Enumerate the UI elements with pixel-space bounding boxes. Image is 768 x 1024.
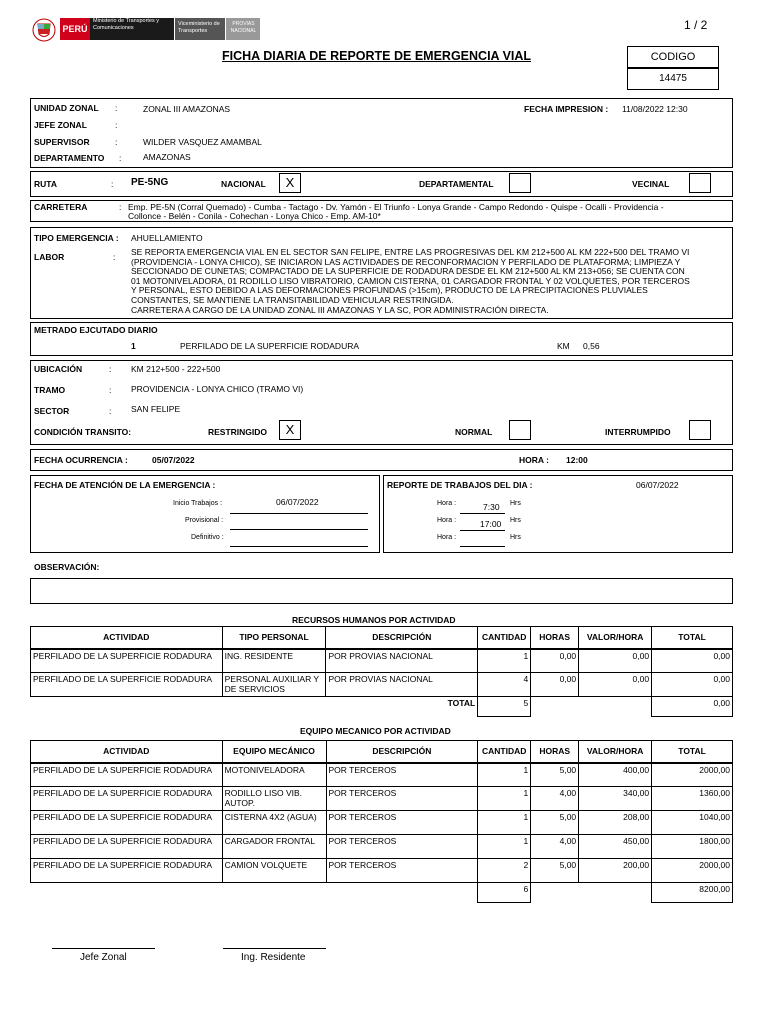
hora-label: HORA :	[519, 455, 549, 465]
tramo-label: TRAMO	[34, 385, 66, 395]
colon: :	[111, 179, 114, 189]
definitivo-label: Definitivo :	[191, 534, 224, 541]
cell: PERFILADO DE LA SUPERFICIE RODADURA	[31, 763, 223, 787]
col-horas: HORAS	[531, 741, 579, 763]
table-row	[31, 811, 733, 835]
col-actividad: ACTIVIDAD	[31, 741, 223, 763]
cell: PERFILADO DE LA SUPERFICIE RODADURA	[31, 649, 223, 673]
equipo-title: EQUIPO MECANICO POR ACTIVIDAD	[300, 726, 451, 736]
cell: 1	[478, 763, 531, 787]
logo-country: PERÚ	[60, 18, 90, 40]
cell: 0,00	[579, 673, 652, 697]
logo-vice: Viceministerio de Transportes	[175, 18, 225, 40]
fecha-ocurrencia-label: FECHA OCURRENCIA :	[34, 455, 128, 465]
col-cantidad: CANTIDAD	[478, 741, 531, 763]
cell: CARGADOR FRONTAL	[222, 835, 326, 859]
cell: 0,00	[531, 673, 579, 697]
cell: PERFILADO DE LA SUPERFICIE RODADURA	[31, 673, 223, 697]
equipo-table	[30, 740, 733, 903]
cell: ING. RESIDENTE	[222, 649, 326, 673]
unidad-zonal-label: UNIDAD ZONAL	[34, 103, 99, 113]
col-valor-hora: VALOR/HORA	[579, 741, 652, 763]
departamento-label: DEPARTAMENTO	[34, 153, 105, 163]
codigo-value: 14475	[627, 68, 719, 90]
fecha-ocurrencia-value: 05/07/2022	[152, 455, 195, 465]
cell: 1800,00	[652, 835, 733, 859]
cell: 1	[478, 811, 531, 835]
cell: 2	[478, 859, 531, 883]
cell: PERFILADO DE LA SUPERFICIE RODADURA	[31, 859, 223, 883]
empty-cell	[531, 883, 652, 903]
total-qty: 6	[478, 883, 531, 903]
table-header-row	[31, 627, 733, 649]
tramo-value: PROVIDENCIA - LONYA CHICO (TRAMO VI)	[131, 384, 304, 394]
col-cantidad: CANTIDAD	[478, 627, 531, 649]
fecha-impresion-value: 11/08/2022 12:30	[622, 104, 688, 114]
jefe-zonal-label: JEFE ZONAL	[34, 120, 87, 130]
hora-label: Hora :	[437, 500, 457, 507]
metrado-desc: PERFILADO DE LA SUPERFICIE RODADURA	[180, 341, 360, 351]
total-label: TOTAL	[447, 698, 476, 708]
cell: CAMION VOLQUETE	[222, 859, 326, 883]
carretera-line-1: Emp. PE-5N (Corral Quemado) - Cumba - Tactago - Dv. Yamón - El Triunfo - Lonya Grande - Campo Redondo - Quispe - Ocalli - Providencia -	[128, 202, 664, 212]
inicio-value: 06/07/2022	[276, 497, 319, 507]
metrado-unit: KM	[557, 341, 570, 351]
labor-line: SE REPORTA EMERGENCIA VIAL EN EL SECTOR SAN FELIPE, ENTRE LAS PROGRESIVAS DEL KM 212+500 AL KM 222+500 DEL TRAMO VI	[131, 247, 690, 257]
cell: 450,00	[579, 835, 652, 859]
cell: PERSONAL AUXILIAR Y DE SERVICIOS	[222, 673, 326, 697]
col-actividad: ACTIVIDAD	[31, 627, 223, 649]
hora-label: Hora :	[437, 517, 457, 524]
condicion-label: CONDICIÓN TRANSITO:	[34, 427, 132, 437]
metrado-item: 1	[131, 341, 136, 351]
metrado-label: METRADO EJCUTADO DIARIO	[34, 325, 158, 335]
normal-label: NORMAL	[455, 427, 493, 437]
table-row	[31, 763, 733, 787]
departamental-checkbox[interactable]	[509, 173, 531, 193]
col-descripcion: DESCRIPCIÓN	[326, 627, 478, 649]
col-horas: HORAS	[531, 627, 579, 649]
hrs-label: Hrs	[510, 517, 521, 524]
cell: POR PROVIAS NACIONAL	[326, 673, 478, 697]
reporte-label: REPORTE DE TRABAJOS DEL DIA :	[387, 480, 533, 490]
colon: :	[115, 120, 118, 130]
labor-label: LABOR	[34, 252, 65, 262]
cell: POR TERCEROS	[326, 859, 478, 883]
nacional-label: NACIONAL	[221, 179, 266, 189]
cell: PERFILADO DE LA SUPERFICIE RODADURA	[31, 787, 223, 811]
provisional-label: Provisional :	[185, 517, 224, 524]
cell: 4,00	[531, 835, 579, 859]
cell: RODILLO LISO VIB. AUTOP.	[222, 787, 326, 811]
page-title: FICHA DIARIA DE REPORTE DE EMERGENCIA VIAL	[222, 49, 532, 63]
cell: PERFILADO DE LA SUPERFICIE RODADURA	[31, 835, 223, 859]
cell: 5,00	[531, 811, 579, 835]
cell: POR PROVIAS NACIONAL	[326, 649, 478, 673]
departamento-value: AMAZONAS	[143, 152, 191, 162]
total-value: 8200,00	[652, 883, 733, 903]
normal-checkbox[interactable]	[509, 420, 531, 440]
cell: 1360,00	[652, 787, 733, 811]
cell: 5,00	[531, 859, 579, 883]
cell: CISTERNA 4X2 (AGUA)	[222, 811, 326, 835]
table-row	[31, 649, 733, 673]
sector-label: SECTOR	[34, 406, 70, 416]
col-total: TOTAL	[652, 741, 733, 763]
cell: MOTONIVELADORA	[222, 763, 326, 787]
col-descripcion: DESCRIPCIÓN	[326, 741, 478, 763]
cell: 400,00	[579, 763, 652, 787]
cell: POR TERCEROS	[326, 787, 478, 811]
unidad-zonal-value: ZONAL III AMAZONAS	[143, 104, 231, 114]
observacion-label: OBSERVACIÓN:	[34, 562, 100, 572]
colon: :	[115, 137, 118, 147]
cell: POR TERCEROS	[326, 835, 478, 859]
coat-of-arms-icon	[30, 16, 58, 42]
cell: 0,00	[652, 649, 733, 673]
labor-line: SECCIONADO DE CUNETAS; COMPACTADO DE LA SUPERFICIE DE RODADURA DESDE EL KM 212+500 AL KM 213+056; SE CUENTA CON	[131, 266, 685, 277]
ministry-logo	[30, 16, 257, 42]
cell: PERFILADO DE LA SUPERFICIE RODADURA	[31, 811, 223, 835]
labor-text	[131, 248, 731, 315]
sector-value: SAN FELIPE	[131, 404, 181, 414]
empty-cell	[531, 697, 652, 717]
table-row	[31, 787, 733, 811]
total-row	[31, 697, 733, 717]
atencion-label: FECHA DE ATENCIÓN DE LA EMERGENCIA :	[34, 480, 216, 490]
ruta-value: PE-5NG	[131, 177, 169, 188]
rrhh-table	[30, 626, 733, 717]
cell: 2000,00	[652, 763, 733, 787]
carretera-label: CARRETERA	[34, 202, 88, 212]
hora-value: 12:00	[566, 455, 588, 465]
tipo-emergencia-value: AHUELLAMIENTO	[131, 233, 203, 243]
cell: 208,00	[579, 811, 652, 835]
cell: 340,00	[579, 787, 652, 811]
table-row	[31, 835, 733, 859]
page-number: 1 / 2	[684, 18, 708, 32]
cell: 1040,00	[652, 811, 733, 835]
fecha-impresion-label: FECHA IMPRESION :	[524, 104, 609, 114]
colon: :	[113, 252, 116, 262]
metrado-qty: 0,56	[583, 341, 600, 351]
hora-1-value: 7:30	[483, 502, 500, 512]
codigo-label: CODIGO	[627, 46, 719, 68]
reporte-value: 06/07/2022	[636, 480, 679, 490]
colon: :	[115, 103, 118, 113]
firma-residente: Ing. Residente	[241, 952, 306, 963]
hrs-label: Hrs	[510, 500, 521, 507]
carretera-line-2: Collonce - Belén - Conila - Cohechan - Lonya Chico - Emp. AM-10*	[128, 211, 381, 221]
vecinal-label: VECINAL	[632, 179, 670, 189]
firma-jefe-zonal: Jefe Zonal	[80, 952, 127, 963]
total-row	[31, 883, 733, 903]
colon: :	[109, 364, 112, 374]
colon: :	[119, 202, 122, 212]
logo-ministry: Ministerio de Transportes y Comunicaciones	[93, 18, 160, 31]
labor-line: CARRETERA A CARGO DE LA UNIDAD ZONAL III AMAZONAS Y LA SC, POR ADMINISTRACIÓN DIRECTA.	[131, 304, 549, 315]
table-row	[31, 673, 733, 697]
cell: 2000,00	[652, 859, 733, 883]
hora-2-value: 17:00	[480, 519, 502, 529]
labor-line: 01 MOTONIVELADORA, 01 RODILLO LISO VIBRATORIO, CAMION CISTERNA, 01 CARGADOR FRONTAL Y 02 VOLQUETES, POR TERCEROS	[131, 275, 690, 286]
hrs-label: Hrs	[510, 534, 521, 541]
labor-line: (PROVIDENCIA - LONYA CHICO), SE INICIARON LAS ACTIVIDADES DE RECONFORMACION Y PERFILADO DE PLATAFORMA; LIMPIEZA Y	[131, 256, 681, 267]
col-equipo: EQUIPO MECÁNICO	[222, 741, 326, 763]
interrumpido-checkbox[interactable]	[689, 420, 711, 440]
cell: 200,00	[579, 859, 652, 883]
supervisor-value: WILDER VASQUEZ AMAMBAL	[143, 137, 262, 147]
col-valor-hora: VALOR/HORA	[579, 627, 652, 649]
ocurrencia-section	[30, 449, 733, 471]
logo-agency: PROVIAS NACIONAL	[226, 18, 260, 40]
restringido-checkbox[interactable]: X	[279, 420, 301, 440]
total-qty: 5	[478, 697, 531, 717]
cell: 1	[478, 787, 531, 811]
interrumpido-label: INTERRUMPIDO	[605, 427, 671, 437]
empty-cell	[31, 883, 478, 903]
ubicacion-value: KM 212+500 - 222+500	[131, 364, 221, 374]
tipo-emergencia-label: TIPO EMERGENCIA :	[34, 233, 119, 243]
col-total: TOTAL	[652, 627, 733, 649]
colon: :	[119, 153, 122, 163]
inicio-label: Inicio Trabajos :	[173, 500, 223, 507]
cell: 4	[478, 673, 531, 697]
cell: POR TERCEROS	[326, 763, 478, 787]
departamental-label: DEPARTAMENTAL	[419, 179, 494, 189]
restringido-label: RESTRINGIDO	[208, 427, 268, 437]
col-tipo-personal: TIPO PERSONAL	[222, 627, 326, 649]
cell: POR TERCEROS	[326, 811, 478, 835]
cell: 0,00	[579, 649, 652, 673]
cell: 0,00	[531, 649, 579, 673]
table-header-row	[31, 741, 733, 763]
cell: 0,00	[652, 673, 733, 697]
supervisor-label: SUPERVISOR	[34, 137, 90, 147]
cell: 5,00	[531, 763, 579, 787]
ruta-label: RUTA	[34, 179, 57, 189]
colon: :	[109, 406, 112, 416]
colon: :	[109, 385, 112, 395]
nacional-checkbox[interactable]: X	[279, 173, 301, 193]
cell: 1	[478, 835, 531, 859]
vecinal-checkbox[interactable]	[689, 173, 711, 193]
cell: 4,00	[531, 787, 579, 811]
total-value: 0,00	[652, 697, 733, 717]
rrhh-title: RECURSOS HUMANOS POR ACTIVIDAD	[292, 615, 456, 625]
cell: 1	[478, 649, 531, 673]
table-row	[31, 859, 733, 883]
labor-line: Y PERSONAL, ESTO DEBIDO A LAS DEFORMACIONES PROFUNDAS (>15cm), PRODUCTO DE LA PRECIPITACIONES PLUVIALES	[131, 285, 648, 296]
labor-line: CONSTANTES, SE MANTIENE LA TRANSITABILIDAD VEHICULAR RESTRINGIDA.	[131, 294, 454, 305]
hora-label: Hora :	[437, 534, 457, 541]
observacion-field[interactable]	[30, 578, 733, 604]
ubicacion-label: UBICACIÓN	[34, 364, 83, 374]
